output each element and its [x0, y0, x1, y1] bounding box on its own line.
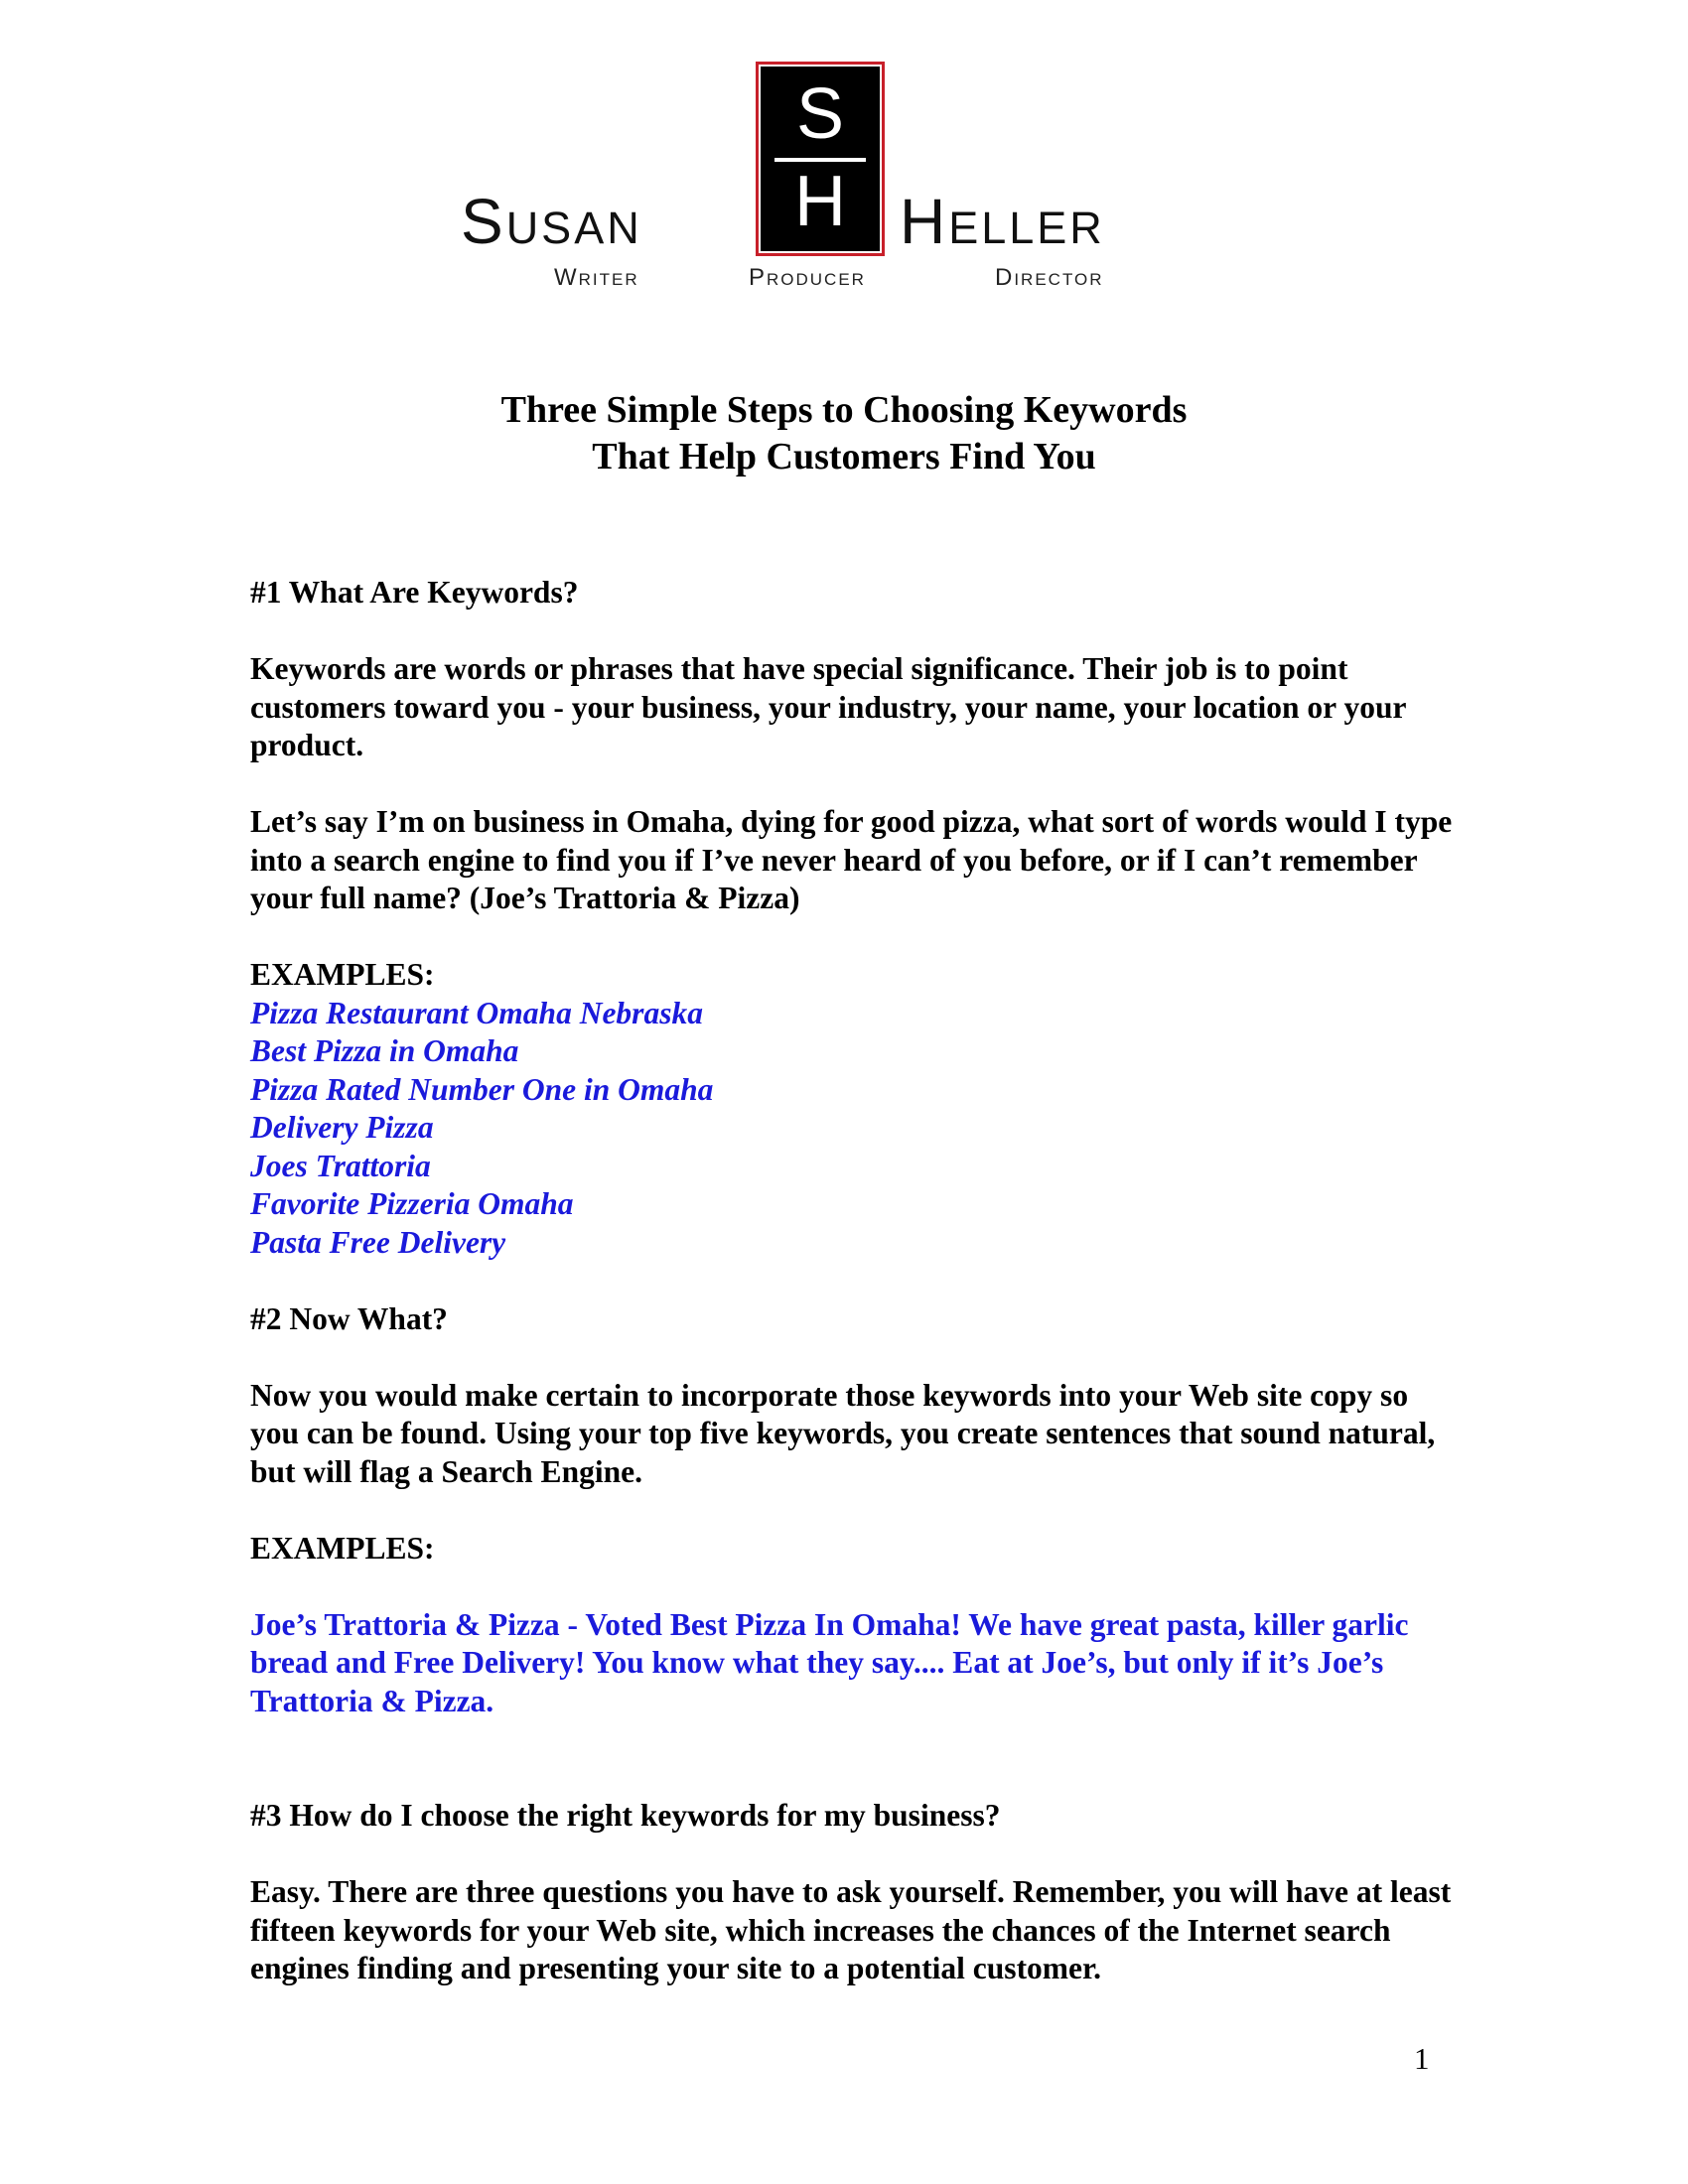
- logo-first-name: Susan: [461, 186, 642, 257]
- section1-examples-label: EXAMPLES:: [250, 957, 435, 992]
- section1-para2: Let’s say I’m on business in Omaha, dying for good pizza, what sort of words would I type into a search engine to find you if I’ve never heard of you before, or if I can’t remember your full name? (Joe’s Trattoria & Pizza): [250, 804, 1453, 915]
- document-title: [0, 387, 1688, 480]
- document-body: [250, 574, 1462, 1988]
- logo-last-name: Heller: [900, 186, 1105, 257]
- section1-heading: #1 What Are Keywords?: [250, 575, 579, 610]
- example-keyword: Joes Trattoria: [250, 1148, 431, 1183]
- example-keyword: Favorite Pizzeria Omaha: [250, 1186, 574, 1221]
- section3-para1: Easy. There are three questions you have to ask yourself. Remember, you will have at least fifteen keywords for your Web site, which increases the chances of the Internet search engines finding and presenting your site to a potential customer.: [250, 1874, 1452, 1985]
- section2-examples-label: EXAMPLES:: [250, 1530, 435, 1566]
- example-keyword: Best Pizza in Omaha: [250, 1033, 519, 1068]
- example-keyword: Pasta Free Delivery: [250, 1224, 506, 1260]
- logo: [461, 67, 1221, 295]
- monogram-top-letter: S: [795, 74, 845, 154]
- logo-role-producer: Producer: [749, 264, 866, 291]
- section3-heading: #3 How do I choose the right keywords for my business?: [250, 1798, 1001, 1833]
- page-number: 1: [1414, 2041, 1430, 2076]
- section2-para1: Now you would make certain to incorporate those keywords into your Web site copy so you can be found. Using your top five keywords, you create sentences that sound natural, but will flag a Search Engine.: [250, 1377, 1436, 1489]
- section1-para1: Keywords are words or phrases that have special significance. Their job is to point customers toward you - your business, your industry, your name, your location or your product.: [250, 651, 1406, 762]
- monogram-bottom-letter: H: [794, 162, 846, 241]
- example-keyword: Delivery Pizza: [250, 1110, 434, 1145]
- section2-example-text: Joe’s Trattoria & Pizza - Voted Best Pizza In Omaha! We have great pasta, killer garlic bread and Free Delivery! You know what they say.... Eat at Joe’s, but only if it’s Joe’s Trattoria & Pizza.: [250, 1606, 1409, 1718]
- section2-heading: #2 Now What?: [250, 1300, 448, 1336]
- logo-monogram: [761, 67, 880, 251]
- logo-role-director: Director: [995, 264, 1104, 291]
- logo-role-writer: Writer: [554, 264, 639, 291]
- example-keyword: Pizza Restaurant Omaha Nebraska: [250, 995, 703, 1030]
- title-line-1: Three Simple Steps to Choosing Keywords: [500, 389, 1188, 431]
- example-keyword: Pizza Rated Number One in Omaha: [250, 1071, 714, 1107]
- title-line-2: That Help Customers Find You: [592, 436, 1096, 478]
